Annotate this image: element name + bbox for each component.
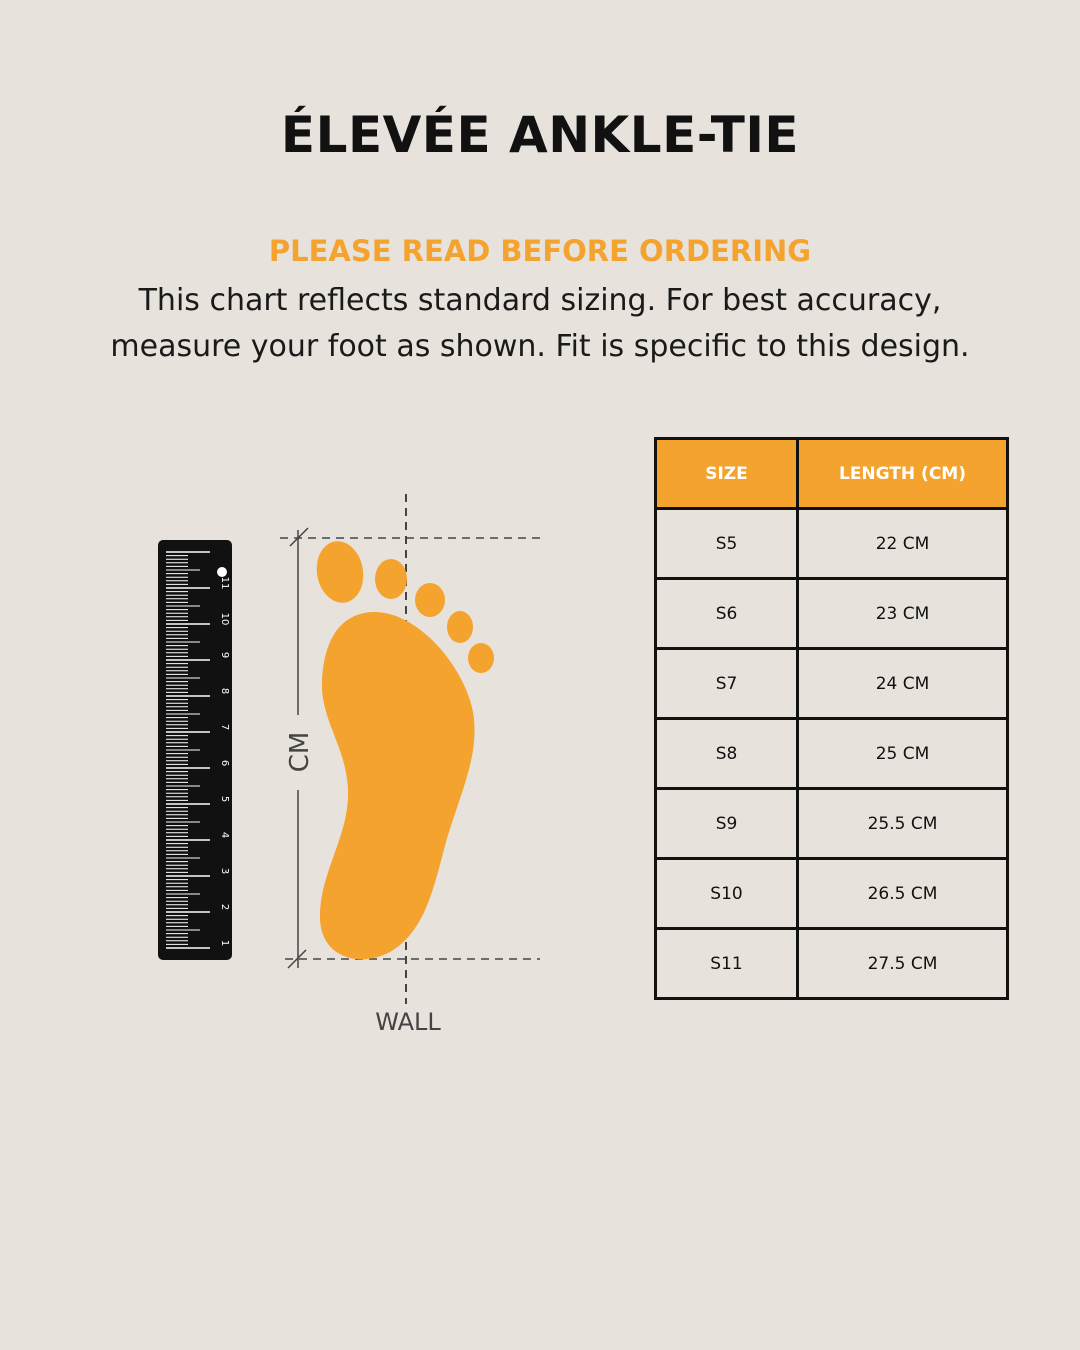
ruler-number: 4 — [219, 831, 230, 839]
size-cell: S11 — [656, 929, 798, 999]
length-cell: 27.5 CM — [798, 929, 1008, 999]
sizing-description: This chart reflects standard sizing. For best accuracy, measure your foot as shown. Fit is specific to this design. — [110, 283, 970, 364]
table-row — [656, 719, 1008, 789]
ruler-number: 10 — [219, 612, 230, 626]
ruler-number: 8 — [219, 687, 230, 695]
length-cell: 22 CM — [798, 509, 1008, 579]
ruler-number: 7 — [219, 723, 230, 731]
order-notice: PLEASE READ BEFORE ORDERING — [268, 234, 812, 268]
foot-icon — [312, 537, 494, 959]
length-cell: 26.5 CM — [798, 859, 1008, 929]
size-cell: S10 — [656, 859, 798, 929]
size-cell: S9 — [656, 789, 798, 859]
size-cell: S8 — [656, 719, 798, 789]
length-cell: 25 CM — [798, 719, 1008, 789]
ruler-number: 9 — [219, 651, 230, 659]
table-row — [656, 859, 1008, 929]
length-cell: 25.5 CM — [798, 789, 1008, 859]
ruler-number: 5 — [219, 795, 230, 803]
ruler-icon — [158, 540, 232, 960]
foot-measure-diagram — [140, 490, 560, 1040]
table-row — [656, 789, 1008, 859]
length-cell: 23 CM — [798, 579, 1008, 649]
page-title: ÉLEVÉE ANKLE-TIE — [280, 106, 800, 164]
ruler-number: 3 — [219, 867, 230, 875]
ruler-number: 6 — [219, 759, 230, 767]
table-row — [656, 579, 1008, 649]
ruler-number: 11 — [219, 576, 230, 590]
header-size: SIZE — [656, 439, 798, 509]
ruler-number: 1 — [219, 939, 230, 947]
size-chart-table — [654, 437, 1009, 1000]
length-cell: 24 CM — [798, 649, 1008, 719]
table-row — [656, 649, 1008, 719]
size-cell: S6 — [656, 579, 798, 649]
ruler-number: 2 — [219, 903, 230, 911]
table-row — [656, 509, 1008, 579]
cm-label: CM — [285, 731, 315, 773]
size-cell: S7 — [656, 649, 798, 719]
wall-label: WALL — [375, 1008, 441, 1036]
ruler-dot — [217, 567, 227, 577]
table-header-row — [656, 439, 1008, 509]
table-row — [656, 929, 1008, 999]
size-cell: S5 — [656, 509, 798, 579]
header-length: LENGTH (CM) — [798, 439, 1008, 509]
